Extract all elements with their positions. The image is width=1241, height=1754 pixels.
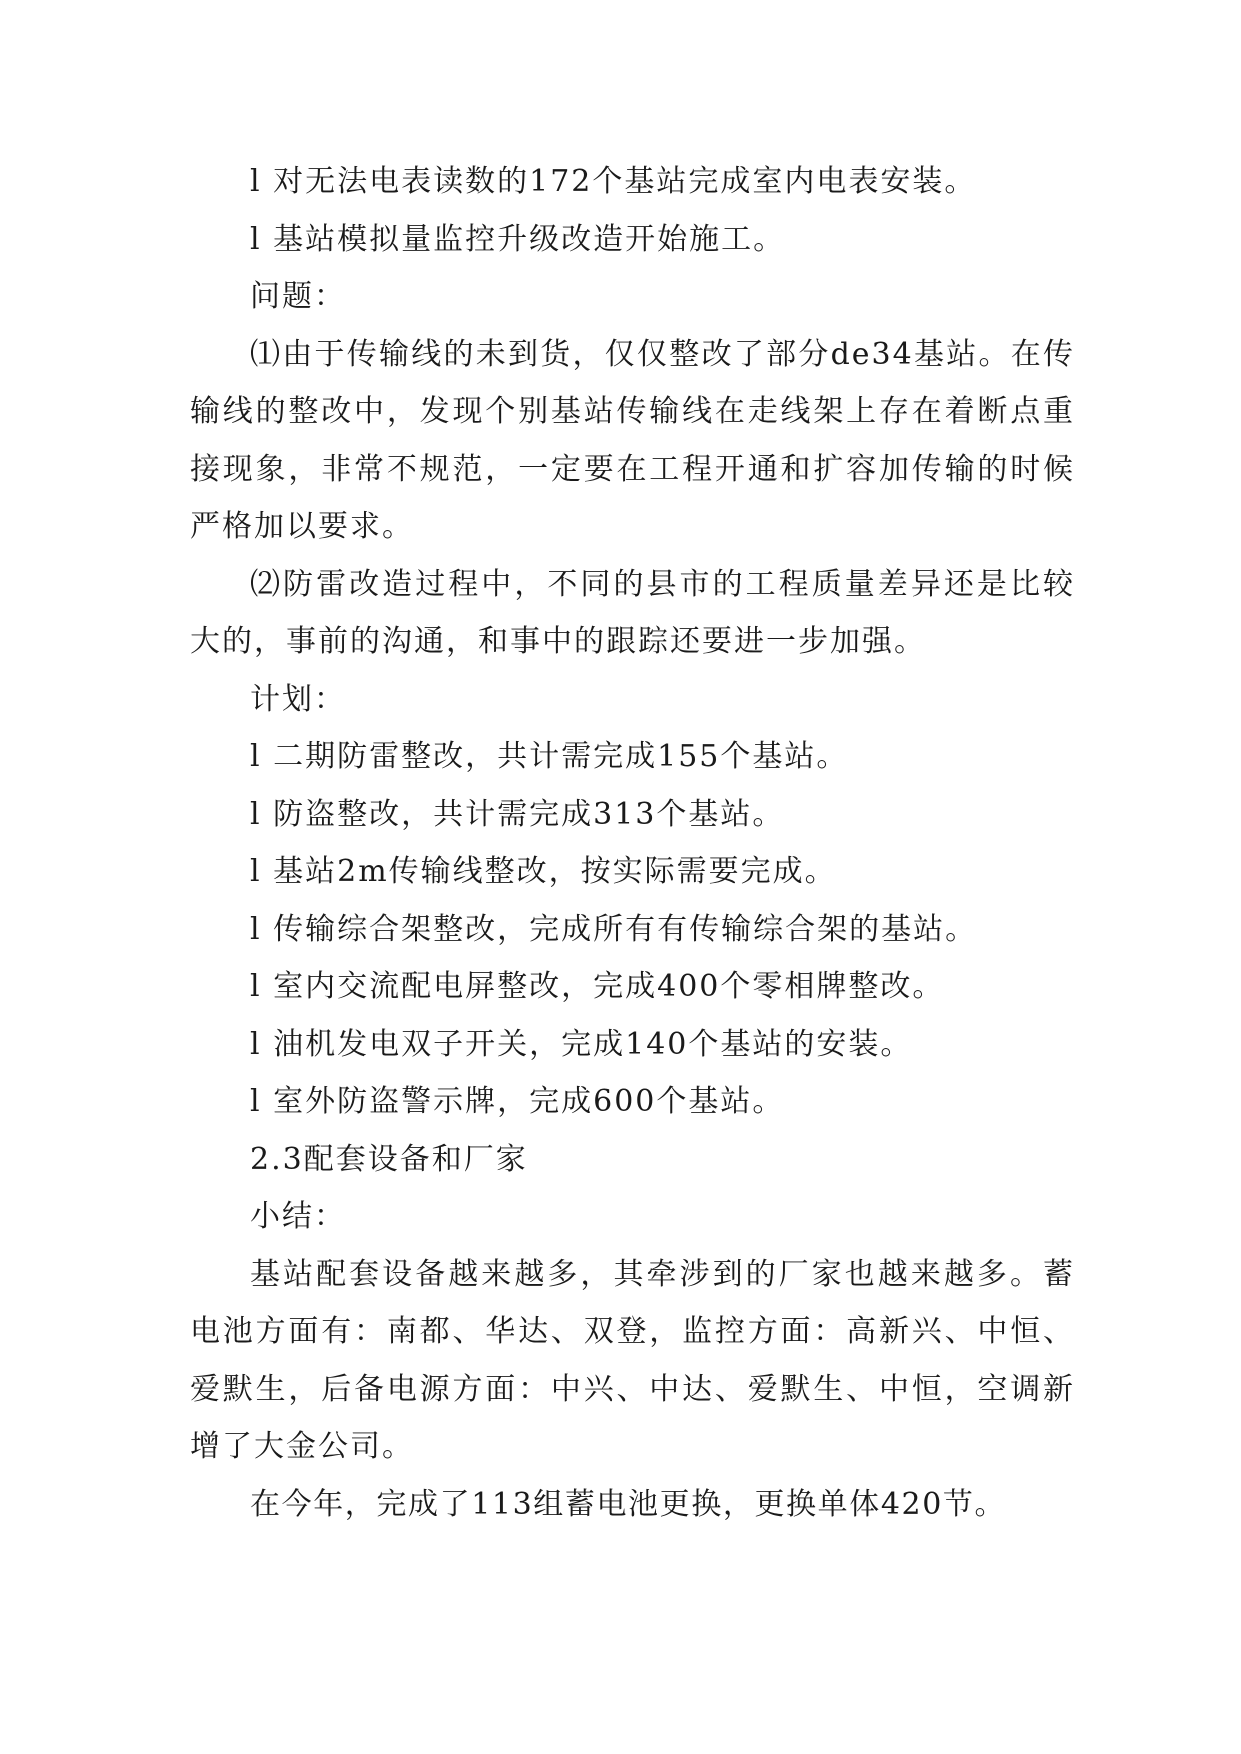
problem-item-2: ⑵防雷改造过程中，不同的县市的工程质量差异还是比较大的，事前的沟通，和事中的跟踪还要进一步加强。: [190, 566, 1075, 659]
plan-item-lightning: l 二期防雷整改，共计需完成155个基站。: [250, 739, 849, 774]
plan-item-antitheft: l 防盗整改，共计需完成313个基站。: [250, 796, 785, 832]
plan-item-warning-sign: l 室外防盗警示牌，完成600个基站。: [250, 1084, 785, 1119]
heading-problems: 问题：: [250, 279, 346, 314]
bullet-meter-install: l 对无法电表读数的172个基站完成室内电表安装。: [250, 164, 977, 199]
heading-plan: 计划：: [250, 681, 346, 717]
summary-battery-replacement: 在今年，完成了113组蓄电池更换，更换单体420节。: [250, 1486, 1007, 1522]
section-heading-2-3: 2.3配套设备和厂家: [250, 1141, 528, 1177]
plan-item-rack: l 传输综合架整改，完成所有有传输综合架的基站。: [250, 911, 978, 947]
plan-item-generator-switch: l 油机发电双子开关，完成140个基站的安装。: [250, 1026, 913, 1062]
bullet-monitoring-upgrade: l 基站模拟量监控升级改造开始施工。: [250, 221, 786, 257]
plan-item-ac-panel: l 室内交流配电屏整改，完成400个零相牌整改。: [250, 969, 945, 1004]
problem-item-1: ⑴由于传输线的未到货，仅仅整改了部分de34基站。在传输线的整改中，发现个别基站传输线在走线架上存在着断点重接现象，非常不规范，一定要在工程开通和扩容加传输的时候严格加以要求。: [190, 336, 1075, 544]
document-page: [190, 153, 1075, 1533]
summary-vendors: 基站配套设备越来越多，其牵涉到的厂家也越来越多。蓄电池方面有：南都、华达、双登，监控方面：高新兴、中恒、爱默生，后备电源方面：中兴、中达、爱默生、中恒，空调新增了大金公司。: [190, 1256, 1075, 1464]
plan-item-2m-line: l 基站2m传输线整改，按实际需要完成。: [250, 854, 837, 889]
heading-summary: 小结：: [250, 1199, 346, 1234]
